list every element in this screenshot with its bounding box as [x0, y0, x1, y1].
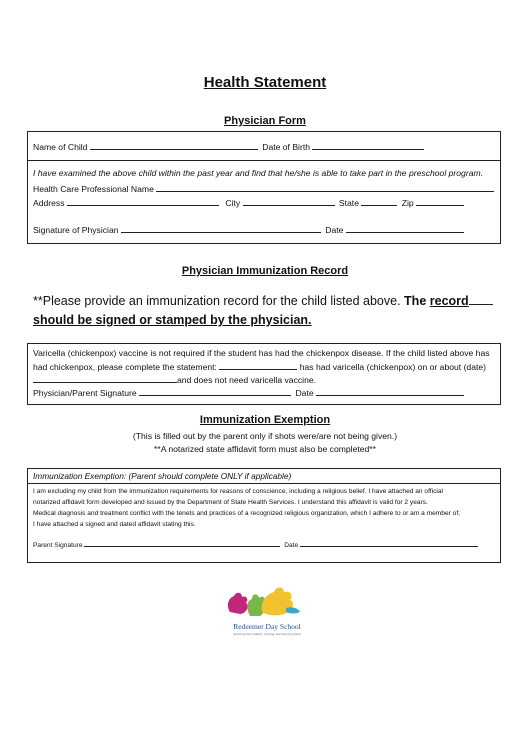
child-name-row [33, 141, 424, 152]
exemption-date-label: Date [284, 542, 299, 549]
exemption-date-field[interactable] [300, 540, 478, 547]
provider-name-label: Health Care Professional Name [33, 184, 154, 194]
exemption-box-title: Immunization Exemption: (Parent should complete ONLY if applicable) [33, 471, 292, 481]
exemption-heading: Immunization Exemption [199, 414, 331, 426]
school-tagline: nurturing each student, working, learning of purpose [233, 632, 301, 636]
physician-form-box [27, 131, 501, 244]
notice-line2: should be signed or stamped by the physician. [33, 313, 312, 327]
exemption-line1: I am excluding my child from the immunization requirements for reasons of conscience, including a religious belief. I have attached an official [33, 488, 444, 495]
exemption-divider [28, 483, 500, 484]
varicella-line1: Varicella (chickenpox) vaccine is not required if the student has had the chickenpox disease. If the child listed above has [33, 348, 490, 358]
name-of-child-label: Name of Child [33, 142, 88, 152]
varicella-statement-label: had chickenpox, please complete the statement: [33, 362, 217, 372]
physician-parent-signature-label: Physician/Parent Signature [33, 388, 137, 398]
exemption-line3: Medical diagnosis and treatment conflict with the tenets and practices of a recognized religious organization, which I adhere to or am a member of; [33, 510, 460, 517]
state-field[interactable] [361, 197, 397, 206]
varicella-date-field[interactable] [33, 374, 177, 383]
address-row [33, 197, 464, 208]
school-name: Redeemer Day School [233, 622, 301, 631]
hands-icon [222, 582, 312, 622]
parent-physician-signature-row [33, 387, 464, 398]
form-divider [28, 160, 500, 161]
school-logo [222, 582, 312, 640]
address-label: Address [33, 198, 65, 208]
city-label: City [225, 198, 241, 208]
varicella-line3 [33, 374, 316, 385]
physician-date-field[interactable] [346, 224, 464, 233]
provider-row [33, 183, 494, 194]
notice-record-text: record [429, 294, 469, 308]
date-of-birth-field[interactable] [312, 141, 424, 150]
varicella-line3-text: and does not need varicella vaccine. [177, 375, 317, 385]
exemption-signature-row [33, 540, 478, 549]
exemption-parent-signature-label: Parent Signature [33, 542, 83, 549]
exam-statement: I have examined the above child within the past year and find that he/she is able to take part in the preschool program. [33, 168, 484, 178]
record-date-field[interactable] [316, 387, 464, 396]
varicella-child-name-field[interactable] [219, 361, 297, 370]
physician-signature-row [33, 224, 464, 235]
varicella-line2 [33, 361, 486, 372]
notice-bold-text: The [404, 294, 427, 308]
exemption-box [27, 468, 501, 563]
exemption-note1: (This is filled out by the parent only if shots were/are not being given.) [132, 431, 398, 441]
notice-plain-text: **Please provide an immunization record for the child listed above. [33, 294, 401, 308]
notice-underline [469, 294, 493, 305]
immunization-notice [33, 292, 503, 330]
record-date-label: Date [295, 388, 314, 398]
physician-signature-label: Signature of Physician [33, 225, 119, 235]
varicella-date-label: has had varicella (chickenpox) on or about (date) [299, 362, 487, 372]
zip-field[interactable] [416, 197, 464, 206]
exemption-parent-signature-field[interactable] [84, 540, 280, 547]
zip-label: Zip [401, 198, 414, 208]
exemption-line2: notarized affidavit form developed and issued by the Department of State Health Services. I understand this affidavit is valid for 2 years. [33, 499, 428, 506]
exemption-line4: I have attached a signed and dated affidavit stating this. [33, 521, 196, 528]
name-of-child-field[interactable] [90, 141, 258, 150]
date-of-birth-label: Date of Birth [262, 142, 310, 152]
exemption-note2: **A notarized state affidavit form must also be completed** [154, 444, 376, 454]
page-title: Health Statement [203, 74, 327, 91]
physician-form-heading: Physician Form [224, 115, 306, 127]
physician-date-label: Date [325, 225, 344, 235]
city-field[interactable] [243, 197, 335, 206]
physician-parent-signature-field[interactable] [139, 387, 291, 396]
address-field[interactable] [67, 197, 219, 206]
varicella-box [27, 343, 501, 405]
state-label: State [338, 198, 359, 208]
physician-signature-field[interactable] [121, 224, 321, 233]
immunization-record-heading: Physician Immunization Record [181, 265, 349, 277]
provider-name-field[interactable] [156, 183, 494, 192]
